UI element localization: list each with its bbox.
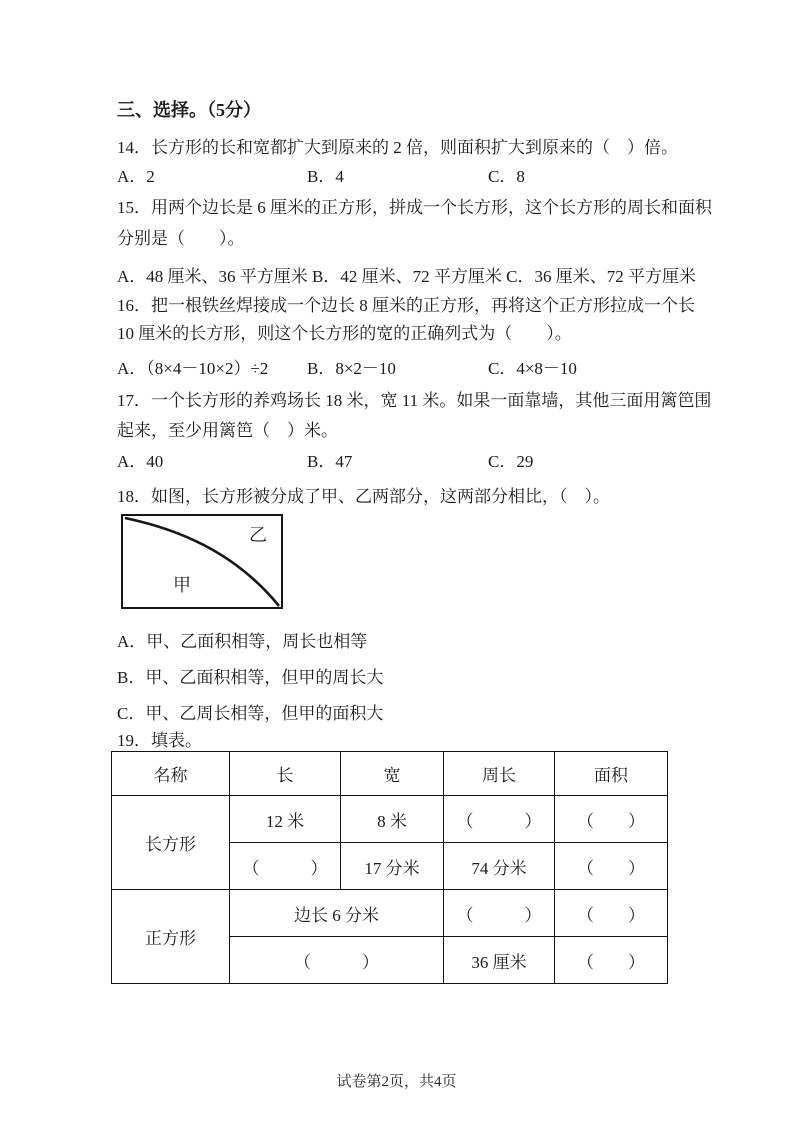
question-17-options bbox=[117, 446, 679, 478]
rect-r1-width: 8 米 bbox=[341, 796, 444, 843]
q18-rectangle-figure bbox=[121, 514, 283, 609]
square-r1-side: 边长 6 分米 bbox=[230, 890, 444, 937]
page-number-footer: 试卷第2页，共4页 bbox=[336, 1074, 457, 1090]
question-16-text-line2: 10 厘米的长方形，则这个长方形的宽的正确列式为（ ）。 bbox=[117, 324, 572, 343]
row-label-rectangle: 长方形 bbox=[112, 796, 230, 890]
q16-option-c: C．4×8－10 bbox=[488, 359, 577, 378]
row-label-square: 正方形 bbox=[112, 890, 230, 984]
question-15-options: A．48 厘米、36 平方厘米 B．42 厘米、72 平方厘米 C．36 厘米、72 平方厘米 bbox=[117, 267, 696, 286]
rect-r2-area: （ ） bbox=[555, 843, 668, 890]
q19-fill-table bbox=[111, 751, 668, 984]
question-15-text-line1: 15．用两个边长是 6 厘米的正方形，拼成一个长方形，这个长方形的周长和面积 bbox=[117, 198, 712, 217]
q14-option-b: B．4 bbox=[307, 167, 344, 186]
figure-label-yi: 乙 bbox=[249, 525, 267, 545]
table-row bbox=[112, 890, 668, 937]
q16-option-a: A．（8×4－10×2）÷2 bbox=[117, 359, 269, 378]
question-18-text: 18．如图，长方形被分成了甲、乙两部分，这两部分相比，（ ）。 bbox=[117, 487, 610, 506]
rect-r2-length: （ ） bbox=[230, 843, 341, 890]
table-header-row bbox=[112, 752, 668, 796]
question-15-text-line2: 分别是（ ）。 bbox=[117, 229, 245, 248]
header-name: 名称 bbox=[112, 752, 230, 796]
question-14-options bbox=[117, 161, 679, 193]
header-width: 宽 bbox=[341, 752, 444, 796]
rect-r1-area: （ ） bbox=[555, 796, 668, 843]
q18-option-a: A．甲、乙面积相等，周长也相等 bbox=[117, 632, 368, 651]
question-19-text: 19．填表。 bbox=[117, 731, 202, 750]
question-14-text: 14．长方形的长和宽都扩大到原来的 2 倍，则面积扩大到原来的（ ）倍。 bbox=[117, 138, 678, 157]
q17-option-b: B．47 bbox=[307, 452, 353, 471]
q17-option-c: C．29 bbox=[488, 452, 534, 471]
rect-r1-perimeter: （ ） bbox=[444, 796, 555, 843]
square-r2-side: （ ） bbox=[230, 937, 444, 984]
q14-option-c: C．8 bbox=[488, 167, 525, 186]
square-r1-area: （ ） bbox=[555, 890, 668, 937]
header-length: 长 bbox=[230, 752, 341, 796]
q17-option-a: A．40 bbox=[117, 452, 164, 471]
question-16-options bbox=[117, 353, 679, 385]
square-r2-area: （ ） bbox=[555, 937, 668, 984]
q14-option-a: A．2 bbox=[117, 167, 155, 186]
rect-r1-length: 12 米 bbox=[230, 796, 341, 843]
rect-r2-width: 17 分米 bbox=[341, 843, 444, 890]
rect-r2-perimeter: 74 分米 bbox=[444, 843, 555, 890]
question-17-text-line2: 起来，至少用篱笆（ ）米。 bbox=[117, 421, 338, 440]
square-r2-perimeter: 36 厘米 bbox=[444, 937, 555, 984]
question-16-text-line1: 16．把一根铁丝焊接成一个边长 8 厘米的正方形，再将这个正方形拉成一个长 bbox=[117, 296, 695, 315]
q18-option-c: C．甲、乙周长相等，但甲的面积大 bbox=[117, 704, 384, 723]
figure-label-jia: 甲 bbox=[173, 575, 191, 595]
q18-option-b: B．甲、乙面积相等，但甲的周长大 bbox=[117, 668, 384, 687]
section-title: 三、选择。（5分） bbox=[117, 100, 261, 120]
header-perimeter: 周长 bbox=[444, 752, 555, 796]
header-area: 面积 bbox=[555, 752, 668, 796]
question-17-text-line1: 17．一个长方形的养鸡场长 18 米，宽 11 米。如果一面靠墙，其他三面用篱笆围 bbox=[117, 391, 712, 410]
square-r1-perimeter: （ ） bbox=[444, 890, 555, 937]
q16-option-b: B．8×2－10 bbox=[307, 359, 396, 378]
table-row bbox=[112, 796, 668, 843]
